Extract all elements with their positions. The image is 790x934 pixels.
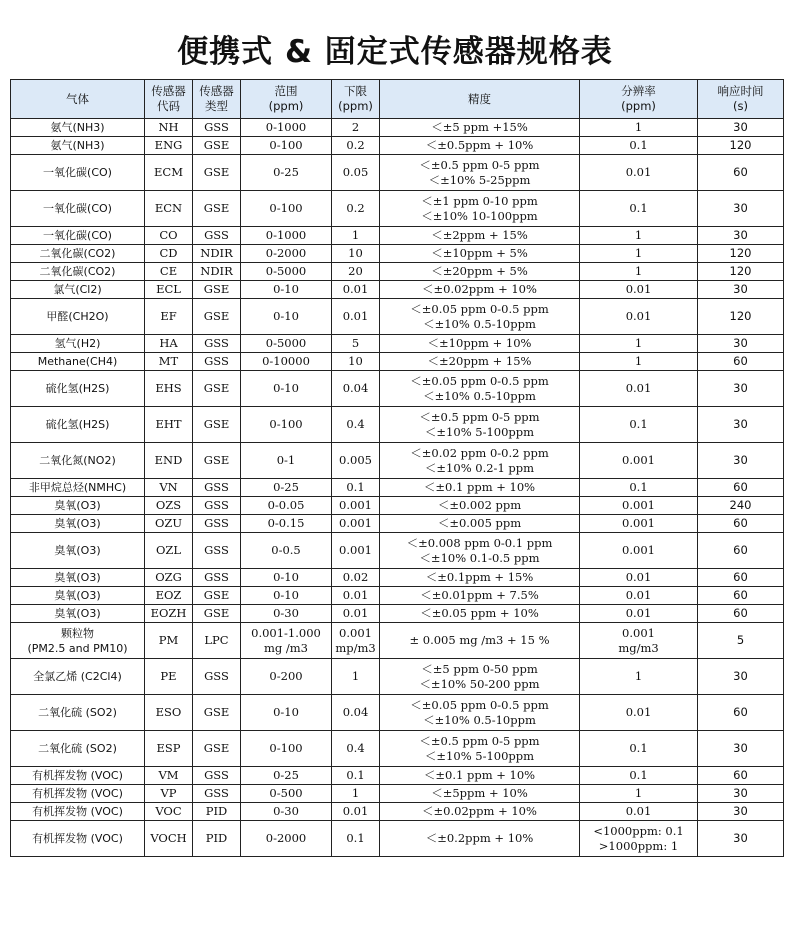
cell-lower-limit: 0.001 mp/m3 [332, 623, 380, 659]
cell-resolution: 0.01 [580, 569, 698, 587]
cell-lower-limit: 1 [332, 785, 380, 803]
cell-response-time: 120 [698, 299, 784, 335]
cell-sensor-type: GSS [193, 227, 241, 245]
cell-sensor-code: EHS [145, 371, 193, 407]
cell-response-time: 60 [698, 767, 784, 785]
cell-accuracy: ＜±5ppm + 10% [380, 785, 580, 803]
cell-gas: 臭氧(O3) [11, 533, 145, 569]
cell-sensor-type: GSS [193, 569, 241, 587]
sensor-spec-table [10, 79, 784, 857]
cell-lower-limit: 1 [332, 227, 380, 245]
cell-accuracy: ＜±0.05 ppm + 10% [380, 605, 580, 623]
cell-resolution: 1 [580, 227, 698, 245]
cell-range: 0-500 [241, 785, 332, 803]
cell-gas: 有机挥发物 (VOC) [11, 767, 145, 785]
cell-resolution: 1 [580, 335, 698, 353]
cell-lower-limit: 0.005 [332, 443, 380, 479]
cell-gas: 一氧化碳(CO) [11, 227, 145, 245]
cell-sensor-type: NDIR [193, 245, 241, 263]
table-row [11, 695, 784, 731]
cell-gas: 甲醛(CH2O) [11, 299, 145, 335]
cell-gas: 有机挥发物 (VOC) [11, 821, 145, 857]
cell-sensor-code: VP [145, 785, 193, 803]
cell-response-time: 60 [698, 605, 784, 623]
table-row [11, 299, 784, 335]
table-row [11, 443, 784, 479]
table-row [11, 371, 784, 407]
table-row [11, 803, 784, 821]
cell-sensor-code: ECN [145, 191, 193, 227]
cell-resolution: 1 [580, 119, 698, 137]
cell-range: 0-1000 [241, 227, 332, 245]
cell-gas: 臭氧(O3) [11, 515, 145, 533]
cell-sensor-code: CO [145, 227, 193, 245]
cell-accuracy: ＜±0.2ppm + 10% [380, 821, 580, 857]
cell-resolution: 0.1 [580, 731, 698, 767]
cell-accuracy: ＜±0.02ppm + 10% [380, 281, 580, 299]
cell-sensor-code: EF [145, 299, 193, 335]
cell-range: 0-25 [241, 767, 332, 785]
header-accuracy: 精度 [380, 80, 580, 119]
cell-response-time: 5 [698, 623, 784, 659]
cell-resolution: 0.1 [580, 479, 698, 497]
cell-lower-limit: 0.05 [332, 155, 380, 191]
cell-accuracy: ＜±20ppm + 5% [380, 263, 580, 281]
cell-response-time: 120 [698, 137, 784, 155]
cell-range: 0-10 [241, 371, 332, 407]
cell-range: 0-0.15 [241, 515, 332, 533]
cell-sensor-type: GSE [193, 605, 241, 623]
cell-sensor-type: GSE [193, 731, 241, 767]
cell-accuracy: ＜±0.5ppm + 10% [380, 137, 580, 155]
cell-accuracy: ＜±0.002 ppm [380, 497, 580, 515]
cell-range: 0-10000 [241, 353, 332, 371]
cell-accuracy: ＜±2ppm + 15% [380, 227, 580, 245]
header-sensor-type: 传感器 类型 [193, 80, 241, 119]
table-row [11, 587, 784, 605]
cell-sensor-type: GSE [193, 587, 241, 605]
cell-lower-limit: 0.01 [332, 281, 380, 299]
cell-range: 0-30 [241, 605, 332, 623]
table-row [11, 227, 784, 245]
cell-accuracy: ＜±0.02 ppm 0-0.2 ppm ＜±10% 0.2-1 ppm [380, 443, 580, 479]
table-row [11, 623, 784, 659]
cell-sensor-code: MT [145, 353, 193, 371]
cell-range: 0-0.5 [241, 533, 332, 569]
cell-sensor-code: OZS [145, 497, 193, 515]
cell-response-time: 30 [698, 119, 784, 137]
cell-sensor-type: GSS [193, 497, 241, 515]
cell-sensor-type: GSS [193, 767, 241, 785]
cell-lower-limit: 0.001 [332, 497, 380, 515]
cell-accuracy: ＜±0.1ppm + 15% [380, 569, 580, 587]
cell-sensor-type: GSS [193, 353, 241, 371]
cell-accuracy: ＜±0.05 ppm 0-0.5 ppm ＜±10% 0.5-10ppm [380, 299, 580, 335]
cell-lower-limit: 2 [332, 119, 380, 137]
cell-sensor-type: GSE [193, 137, 241, 155]
cell-gas: Methane(CH4) [11, 353, 145, 371]
cell-accuracy: ＜±0.5 ppm 0-5 ppm ＜±10% 5-100ppm [380, 731, 580, 767]
cell-response-time: 60 [698, 695, 784, 731]
cell-response-time: 30 [698, 731, 784, 767]
cell-sensor-type: GSE [193, 407, 241, 443]
cell-range: 0-100 [241, 731, 332, 767]
cell-range: 0-10 [241, 299, 332, 335]
cell-sensor-code: EOZH [145, 605, 193, 623]
cell-range: 0-200 [241, 659, 332, 695]
cell-range: 0-100 [241, 407, 332, 443]
table-row [11, 245, 784, 263]
cell-resolution: 0.01 [580, 587, 698, 605]
table-row [11, 353, 784, 371]
cell-sensor-code: PM [145, 623, 193, 659]
cell-sensor-type: GSS [193, 533, 241, 569]
cell-response-time: 30 [698, 371, 784, 407]
cell-response-time: 30 [698, 785, 784, 803]
cell-resolution: 0.01 [580, 371, 698, 407]
cell-response-time: 60 [698, 515, 784, 533]
cell-response-time: 240 [698, 497, 784, 515]
cell-lower-limit: 0.1 [332, 479, 380, 497]
cell-sensor-code: OZL [145, 533, 193, 569]
cell-sensor-type: PID [193, 803, 241, 821]
cell-sensor-code: HA [145, 335, 193, 353]
cell-accuracy: ＜±10ppm + 5% [380, 245, 580, 263]
cell-resolution: 0.01 [580, 605, 698, 623]
cell-gas: 硫化氢(H2S) [11, 371, 145, 407]
cell-resolution: 0.01 [580, 281, 698, 299]
cell-sensor-type: GSE [193, 281, 241, 299]
table-body [11, 119, 784, 857]
cell-sensor-type: LPC [193, 623, 241, 659]
cell-response-time: 30 [698, 191, 784, 227]
cell-accuracy: ＜±20ppm + 15% [380, 353, 580, 371]
cell-accuracy: ＜±0.1 ppm + 10% [380, 767, 580, 785]
cell-lower-limit: 0.04 [332, 371, 380, 407]
cell-lower-limit: 0.4 [332, 407, 380, 443]
cell-gas: 氯气(Cl2) [11, 281, 145, 299]
cell-sensor-code: ECL [145, 281, 193, 299]
cell-range: 0-5000 [241, 335, 332, 353]
cell-gas: 臭氧(O3) [11, 587, 145, 605]
cell-sensor-type: NDIR [193, 263, 241, 281]
cell-lower-limit: 0.04 [332, 695, 380, 731]
table-row [11, 119, 784, 137]
page-title: 便携式 & 固定式传感器规格表 [177, 34, 613, 70]
cell-accuracy: ＜±10ppm + 10% [380, 335, 580, 353]
cell-lower-limit: 1 [332, 659, 380, 695]
table-row [11, 479, 784, 497]
cell-range: 0-25 [241, 155, 332, 191]
header-sensor-code: 传感器 代码 [145, 80, 193, 119]
cell-sensor-type: GSS [193, 335, 241, 353]
cell-resolution: 0.001 mg/m3 [580, 623, 698, 659]
table-row [11, 515, 784, 533]
cell-response-time: 30 [698, 335, 784, 353]
cell-accuracy: ＜±0.02ppm + 10% [380, 803, 580, 821]
cell-sensor-code: VOCH [145, 821, 193, 857]
cell-accuracy: ＜±0.05 ppm 0-0.5 ppm ＜±10% 0.5-10ppm [380, 371, 580, 407]
cell-response-time: 30 [698, 407, 784, 443]
table-row [11, 407, 784, 443]
cell-resolution: 0.001 [580, 443, 698, 479]
cell-resolution: 1 [580, 659, 698, 695]
table-row [11, 137, 784, 155]
cell-lower-limit: 0.01 [332, 803, 380, 821]
cell-sensor-type: GSE [193, 371, 241, 407]
cell-gas: 二氧化碳(CO2) [11, 245, 145, 263]
cell-range: 0-100 [241, 137, 332, 155]
cell-sensor-code: ENG [145, 137, 193, 155]
cell-resolution: 0.1 [580, 191, 698, 227]
cell-response-time: 30 [698, 659, 784, 695]
table-row [11, 659, 784, 695]
cell-response-time: 60 [698, 587, 784, 605]
table-row [11, 263, 784, 281]
cell-lower-limit: 0.1 [332, 767, 380, 785]
cell-resolution: 0.01 [580, 695, 698, 731]
table-row [11, 767, 784, 785]
cell-response-time: 60 [698, 569, 784, 587]
cell-lower-limit: 0.02 [332, 569, 380, 587]
cell-sensor-code: NH [145, 119, 193, 137]
cell-resolution: 1 [580, 263, 698, 281]
cell-sensor-type: GSS [193, 785, 241, 803]
cell-lower-limit: 0.01 [332, 299, 380, 335]
cell-response-time: 30 [698, 821, 784, 857]
cell-range: 0-10 [241, 695, 332, 731]
header-lower-limit: 下限 (ppm) [332, 80, 380, 119]
cell-lower-limit: 0.01 [332, 605, 380, 623]
cell-gas: 二氧化碳(CO2) [11, 263, 145, 281]
cell-gas: 氨气(NH3) [11, 119, 145, 137]
cell-sensor-code: VOC [145, 803, 193, 821]
cell-resolution: 0.1 [580, 767, 698, 785]
cell-response-time: 60 [698, 353, 784, 371]
cell-gas: 非甲烷总烃(NMHC) [11, 479, 145, 497]
cell-lower-limit: 0.4 [332, 731, 380, 767]
header-resolution: 分辨率 (ppm) [580, 80, 698, 119]
cell-gas: 硫化氢(H2S) [11, 407, 145, 443]
table-row [11, 281, 784, 299]
cell-resolution: 1 [580, 353, 698, 371]
cell-range: 0-10 [241, 569, 332, 587]
cell-sensor-type: GSE [193, 695, 241, 731]
cell-resolution: 0.1 [580, 407, 698, 443]
cell-sensor-code: CD [145, 245, 193, 263]
table-row [11, 497, 784, 515]
table-row [11, 569, 784, 587]
cell-gas: 二氧化硫 (SO2) [11, 731, 145, 767]
cell-sensor-type: GSE [193, 299, 241, 335]
cell-accuracy: ＜±0.5 ppm 0-5 ppm ＜±10% 5-25ppm [380, 155, 580, 191]
cell-lower-limit: 10 [332, 245, 380, 263]
cell-sensor-type: GSS [193, 659, 241, 695]
cell-resolution: 0.1 [580, 137, 698, 155]
cell-range: 0-10 [241, 587, 332, 605]
cell-gas: 一氧化碳(CO) [11, 155, 145, 191]
cell-response-time: 30 [698, 227, 784, 245]
cell-lower-limit: 0.2 [332, 137, 380, 155]
cell-accuracy: ＜±0.01ppm + 7.5% [380, 587, 580, 605]
cell-lower-limit: 10 [332, 353, 380, 371]
cell-response-time: 120 [698, 263, 784, 281]
cell-accuracy: ± 0.005 mg /m3 + 15 % [380, 623, 580, 659]
cell-sensor-code: END [145, 443, 193, 479]
cell-response-time: 30 [698, 803, 784, 821]
cell-sensor-code: PE [145, 659, 193, 695]
cell-sensor-type: GSS [193, 119, 241, 137]
table-row [11, 155, 784, 191]
cell-lower-limit: 0.001 [332, 515, 380, 533]
cell-accuracy: ＜±1 ppm 0-10 ppm ＜±10% 10-100ppm [380, 191, 580, 227]
cell-response-time: 120 [698, 245, 784, 263]
table-row [11, 821, 784, 857]
cell-gas: 二氧化硫 (SO2) [11, 695, 145, 731]
cell-gas: 氢气(H2) [11, 335, 145, 353]
cell-range: 0-25 [241, 479, 332, 497]
table-row [11, 335, 784, 353]
table-row [11, 605, 784, 623]
table-row [11, 785, 784, 803]
cell-sensor-type: GSE [193, 443, 241, 479]
cell-resolution: 0.001 [580, 497, 698, 515]
cell-sensor-code: VN [145, 479, 193, 497]
header-gas: 气体 [11, 80, 145, 119]
cell-sensor-code: EHT [145, 407, 193, 443]
cell-sensor-code: ESP [145, 731, 193, 767]
cell-gas: 臭氧(O3) [11, 569, 145, 587]
cell-response-time: 60 [698, 479, 784, 497]
cell-sensor-code: OZG [145, 569, 193, 587]
cell-gas: 一氧化碳(CO) [11, 191, 145, 227]
cell-sensor-type: GSE [193, 155, 241, 191]
cell-range: 0-1 [241, 443, 332, 479]
cell-resolution: 0.01 [580, 803, 698, 821]
cell-accuracy: ＜±0.1 ppm + 10% [380, 479, 580, 497]
cell-range: 0-0.05 [241, 497, 332, 515]
cell-sensor-type: GSS [193, 479, 241, 497]
cell-lower-limit: 0.2 [332, 191, 380, 227]
cell-response-time: 30 [698, 281, 784, 299]
cell-range: 0-5000 [241, 263, 332, 281]
cell-gas: 颗粒物 (PM2.5 and PM10) [11, 623, 145, 659]
cell-range: 0-10 [241, 281, 332, 299]
cell-accuracy: ＜±0.005 ppm [380, 515, 580, 533]
cell-sensor-type: PID [193, 821, 241, 857]
cell-gas: 二氧化氮(NO2) [11, 443, 145, 479]
cell-accuracy: ＜±5 ppm +15% [380, 119, 580, 137]
header-range: 范围 (ppm) [241, 80, 332, 119]
cell-range: 0-2000 [241, 245, 332, 263]
cell-gas: 氨气(NH3) [11, 137, 145, 155]
table-row [11, 191, 784, 227]
cell-resolution: 0.01 [580, 299, 698, 335]
cell-accuracy: ＜±0.05 ppm 0-0.5 ppm ＜±10% 0.5-10ppm [380, 695, 580, 731]
cell-range: 0-1000 [241, 119, 332, 137]
cell-sensor-code: EOZ [145, 587, 193, 605]
cell-gas: 有机挥发物 (VOC) [11, 785, 145, 803]
header-response-time: 响应时间 (s) [698, 80, 784, 119]
cell-response-time: 60 [698, 533, 784, 569]
cell-sensor-type: GSS [193, 515, 241, 533]
cell-lower-limit: 0.01 [332, 587, 380, 605]
cell-range: 0-30 [241, 803, 332, 821]
cell-gas: 臭氧(O3) [11, 605, 145, 623]
cell-sensor-code: VM [145, 767, 193, 785]
cell-resolution: 1 [580, 785, 698, 803]
cell-range: 0-100 [241, 191, 332, 227]
cell-gas: 有机挥发物 (VOC) [11, 803, 145, 821]
cell-accuracy: ＜±0.5 ppm 0-5 ppm ＜±10% 5-100ppm [380, 407, 580, 443]
cell-range: 0-2000 [241, 821, 332, 857]
cell-accuracy: ＜±5 ppm 0-50 ppm ＜±10% 50-200 ppm [380, 659, 580, 695]
cell-response-time: 60 [698, 155, 784, 191]
cell-lower-limit: 0.001 [332, 533, 380, 569]
cell-range: 0.001-1.000 mg /m3 [241, 623, 332, 659]
cell-lower-limit: 20 [332, 263, 380, 281]
cell-sensor-code: OZU [145, 515, 193, 533]
cell-sensor-code: CE [145, 263, 193, 281]
cell-lower-limit: 0.1 [332, 821, 380, 857]
cell-sensor-code: ESO [145, 695, 193, 731]
cell-gas: 臭氧(O3) [11, 497, 145, 515]
cell-resolution: 0.001 [580, 533, 698, 569]
table-header-row [11, 80, 784, 119]
cell-lower-limit: 5 [332, 335, 380, 353]
cell-resolution: 0.01 [580, 155, 698, 191]
table-row [11, 731, 784, 767]
cell-response-time: 30 [698, 443, 784, 479]
cell-accuracy: ＜±0.008 ppm 0-0.1 ppm ＜±10% 0.1-0.5 ppm [380, 533, 580, 569]
cell-sensor-code: ECM [145, 155, 193, 191]
cell-resolution: <1000ppm: 0.1 >1000ppm: 1 [580, 821, 698, 857]
cell-sensor-type: GSE [193, 191, 241, 227]
cell-resolution: 0.001 [580, 515, 698, 533]
cell-gas: 全氯乙烯 (C2Cl4) [11, 659, 145, 695]
cell-resolution: 1 [580, 245, 698, 263]
table-row [11, 533, 784, 569]
